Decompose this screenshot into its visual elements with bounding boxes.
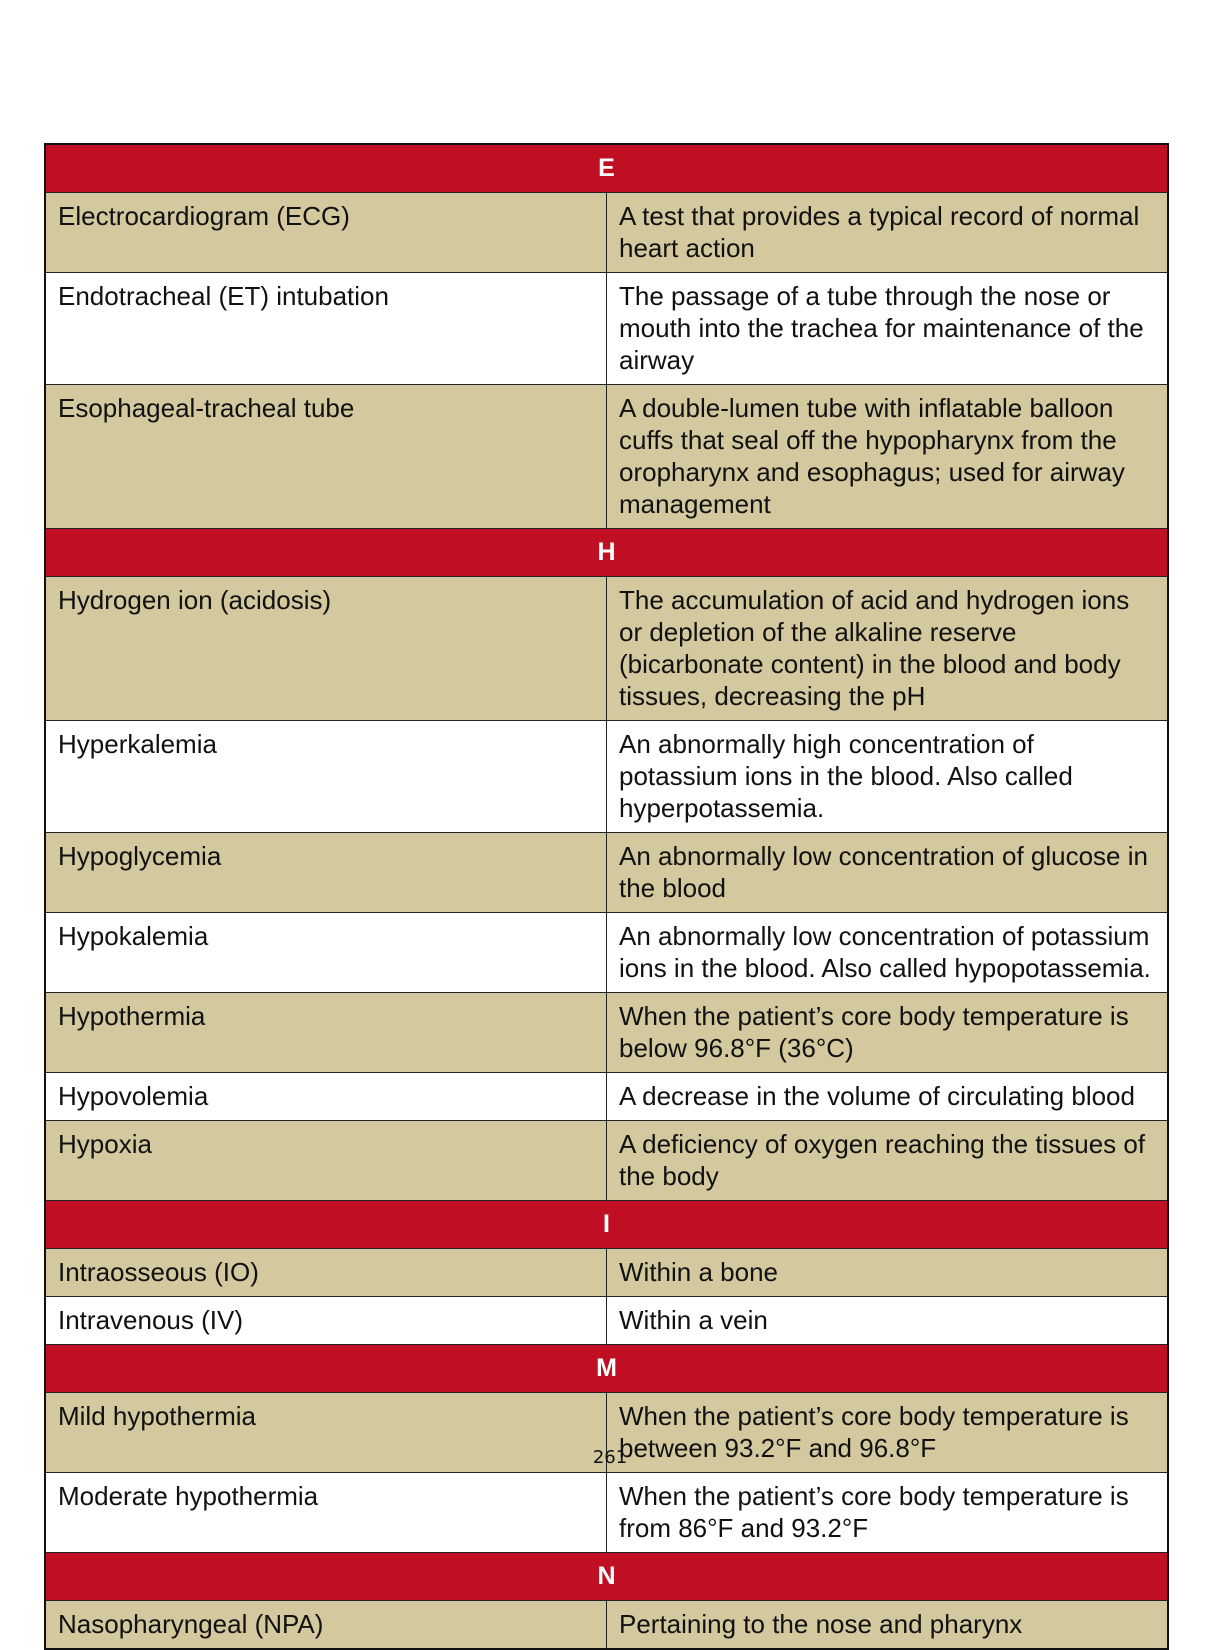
term-cell: Intravenous (IV) (45, 1297, 607, 1345)
term-cell: Hypokalemia (45, 913, 607, 993)
term-cell: Electrocardiogram (ECG) (45, 193, 607, 273)
table-row (45, 577, 1168, 721)
term-cell: Hypothermia (45, 993, 607, 1073)
section-letter: E (45, 144, 1168, 193)
term-cell: Mild hypothermia (45, 1393, 607, 1473)
table-row (45, 913, 1168, 993)
table-row (45, 1297, 1168, 1345)
definition-cell: Within a vein (607, 1297, 1169, 1345)
definition-cell: An abnormally low concentration of potassium ions in the blood. Also called hypopotassemia. (607, 913, 1169, 993)
section-letter: M (45, 1345, 1168, 1393)
table-row (45, 193, 1168, 273)
table-row (45, 1073, 1168, 1121)
definition-cell: Within a bone (607, 1249, 1169, 1297)
term-cell: Hypoxia (45, 1121, 607, 1201)
table-row (45, 1121, 1168, 1201)
section-letter: I (45, 1201, 1168, 1249)
term-cell: Esophageal-tracheal tube (45, 385, 607, 529)
section-header-i (45, 1201, 1168, 1249)
term-cell: Hypoglycemia (45, 833, 607, 913)
term-cell: Hydrogen ion (acidosis) (45, 577, 607, 721)
definition-cell: An abnormally low concentration of glucose in the blood (607, 833, 1169, 913)
table-row (45, 1473, 1168, 1553)
table-row (45, 385, 1168, 529)
section-header-e (45, 144, 1168, 193)
section-letter: N (45, 1553, 1168, 1601)
definition-cell: The accumulation of acid and hydrogen ions or depletion of the alkaline reserve (bicarbonate content) in the blood and body tissues, decreasing the pH (607, 577, 1169, 721)
section-header-n (45, 1553, 1168, 1601)
definition-cell: The passage of a tube through the nose or mouth into the trachea for maintenance of the airway (607, 273, 1169, 385)
term-cell: Intraosseous (IO) (45, 1249, 607, 1297)
table-row (45, 1249, 1168, 1297)
page-number: 261 (592, 1447, 628, 1468)
definition-cell: Pertaining to the nose and pharynx (607, 1601, 1169, 1650)
table-row (45, 721, 1168, 833)
table-row (45, 833, 1168, 913)
table-row (45, 1601, 1168, 1650)
glossary-table (44, 143, 1169, 1650)
definition-cell: A double-lumen tube with inflatable balloon cuffs that seal off the hypopharynx from the oropharynx and esophagus; used for airway management (607, 385, 1169, 529)
definition-cell: When the patient’s core body temperature is between 93.2°F and 96.8°F (607, 1393, 1169, 1473)
definition-cell: An abnormally high concentration of potassium ions in the blood. Also called hyperpotassemia. (607, 721, 1169, 833)
table-row (45, 993, 1168, 1073)
section-letter: H (45, 529, 1168, 577)
term-cell: Hyperkalemia (45, 721, 607, 833)
definition-cell: A decrease in the volume of circulating blood (607, 1073, 1169, 1121)
term-cell: Endotracheal (ET) intubation (45, 273, 607, 385)
table-row (45, 273, 1168, 385)
section-header-h (45, 529, 1168, 577)
section-header-m (45, 1345, 1168, 1393)
term-cell: Moderate hypothermia (45, 1473, 607, 1553)
term-cell: Hypovolemia (45, 1073, 607, 1121)
definition-cell: When the patient’s core body temperature is from 86°F and 93.2°F (607, 1473, 1169, 1553)
term-cell: Nasopharyngeal (NPA) (45, 1601, 607, 1650)
definition-cell: A deficiency of oxygen reaching the tissues of the body (607, 1121, 1169, 1201)
definition-cell: A test that provides a typical record of normal heart action (607, 193, 1169, 273)
definition-cell: When the patient’s core body temperature is below 96.8°F (36°C) (607, 993, 1169, 1073)
